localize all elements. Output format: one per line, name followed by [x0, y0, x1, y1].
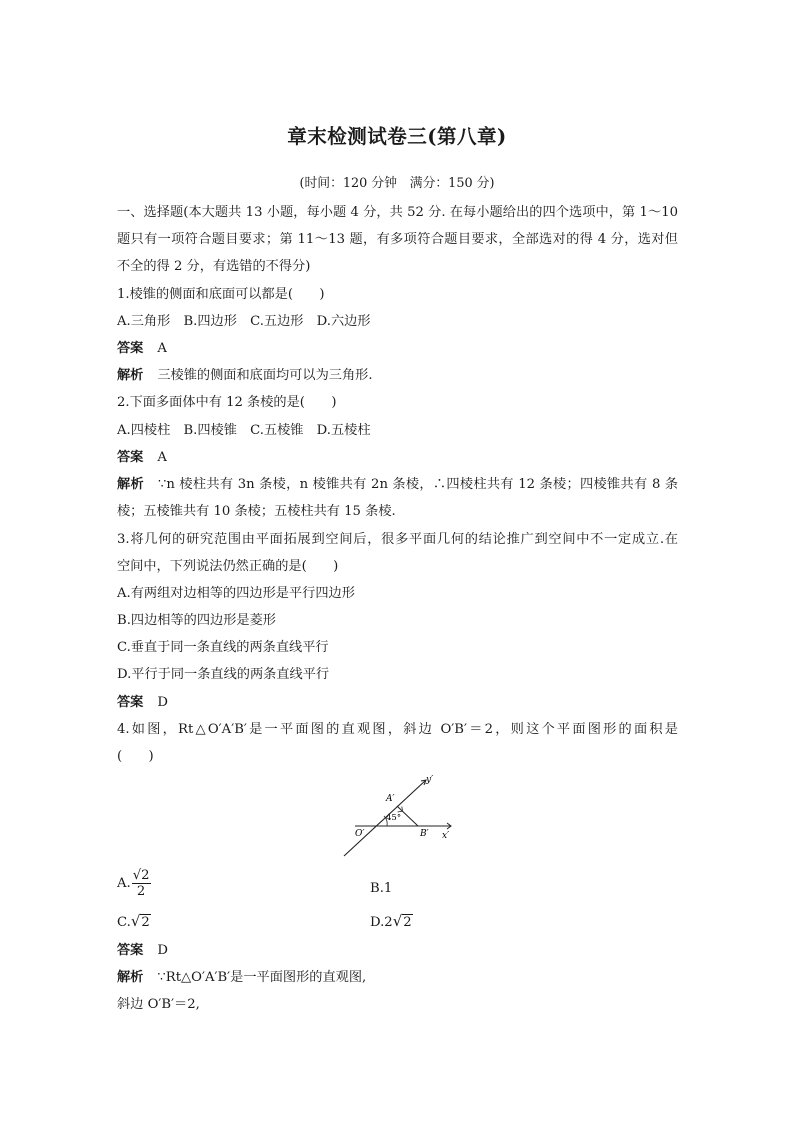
analysis-label: 解析 — [117, 477, 144, 492]
y-axis — [344, 780, 426, 856]
question-4-option-d: D.2√2 — [370, 912, 412, 930]
analysis-text: ∵n 棱柱共有 3n 条棱，n 棱锥共有 2n 条棱，∴四棱柱共有 12 条棱；四棱锥共有 8 条 — [157, 477, 679, 492]
label-x: x′ — [442, 831, 450, 841]
question-4-analysis-line-1 — [117, 966, 366, 985]
answer-value: D — [157, 943, 168, 958]
question-2-analysis-line-1 — [117, 473, 678, 492]
label-b: B′ — [420, 829, 429, 839]
question-4-analysis-line-2: 斜边 O′B′＝2, — [117, 997, 200, 1012]
answer-label: 答案 — [117, 943, 144, 958]
question-1-options: A.三角形 B.四边形 C.五边形 D.六边形 — [117, 314, 371, 329]
answer-value: A — [157, 450, 167, 465]
question-2-options: A.四棱柱 B.四棱锥 C.五棱锥 D.五棱柱 — [117, 423, 371, 438]
question-2-answer — [117, 446, 167, 465]
question-4-stem-line-2: ( ) — [117, 749, 154, 764]
section-intro-line-2: 题只有一项符合题目要求；第 11～13 题，有多项符合题目要求，全部选对的得 4 分，选对但 — [117, 232, 678, 247]
label-y: y′ — [426, 775, 434, 785]
answer-value: D — [157, 695, 168, 710]
question-3-option-a: A.有两组对边相等的四边形是平行四边形 — [117, 586, 355, 601]
analysis-text: 三棱锥的侧面和底面均可以为三角形. — [157, 368, 373, 383]
oblique-diagram — [340, 770, 455, 860]
question-2-stem: 2.下面多面体中有 12 条棱的是( ) — [117, 395, 337, 410]
fraction: $\frac{√2}{2}$ — [132, 868, 150, 900]
label-o: O′ — [355, 829, 365, 839]
analysis-label: 解析 — [117, 970, 144, 985]
analysis-text: ∵Rt△O′A′B′是一平面图形的直观图, — [157, 970, 367, 985]
label-angle: 45° — [386, 813, 402, 823]
answer-label: 答案 — [117, 450, 144, 465]
analysis-label: 解析 — [117, 368, 144, 383]
question-3-option-b: B.四边相等的四边形是菱形 — [117, 613, 276, 628]
question-1-answer — [117, 337, 167, 356]
question-4-stem-line-1: 4.如图，Rt△O′A′B′是一平面图的直观图，斜边 O′B′＝2，则这个平面图形的面积是 — [117, 722, 678, 737]
question-4-option-a: A. $\frac{√2}{2}$ — [117, 868, 150, 900]
sqrt-symbol: √ — [392, 912, 403, 930]
answer-label: 答案 — [117, 695, 144, 710]
page-title: 章末检测试卷三(第八章) — [287, 125, 507, 148]
question-2-analysis-line-2: 棱；五棱锥共有 10 条棱；五棱柱共有 15 条棱. — [117, 504, 396, 519]
answer-value: A — [157, 341, 167, 356]
section-intro-line-1: 一、选择题(本大题共 13 小题，每小题 4 分，共 52 分. 在每小题给出的四个选项中，第 1～10 — [117, 205, 678, 220]
question-3-stem-line-2: 空间中，下列说法仍然正确的是( ) — [117, 559, 339, 574]
question-1-stem: 1.棱锥的侧面和底面可以都是( ) — [117, 287, 325, 302]
label-a: A′ — [386, 794, 395, 804]
sqrt-symbol: √ — [130, 912, 141, 930]
section-intro-line-3: 不全的得 2 分，有选错的不得分) — [117, 259, 311, 274]
question-3-answer — [117, 691, 168, 710]
question-3-option-d: D.平行于同一条直线的两条直线平行 — [117, 667, 330, 682]
question-1-analysis — [117, 364, 373, 383]
question-4-option-b: B.1 — [370, 881, 393, 896]
question-3-stem-line-1: 3.将几何的研究范围由平面拓展到空间后，很多平面几何的结论推广到空间中不一定成立.在 — [117, 532, 678, 547]
question-4-option-c: C.√2 — [117, 912, 150, 930]
question-3-option-c: C.垂直于同一条直线的两条直线平行 — [117, 640, 329, 655]
question-4-answer — [117, 939, 168, 958]
answer-label: 答案 — [117, 341, 144, 356]
exam-info: (时间：120 分钟 满分：150 分) — [299, 176, 495, 191]
